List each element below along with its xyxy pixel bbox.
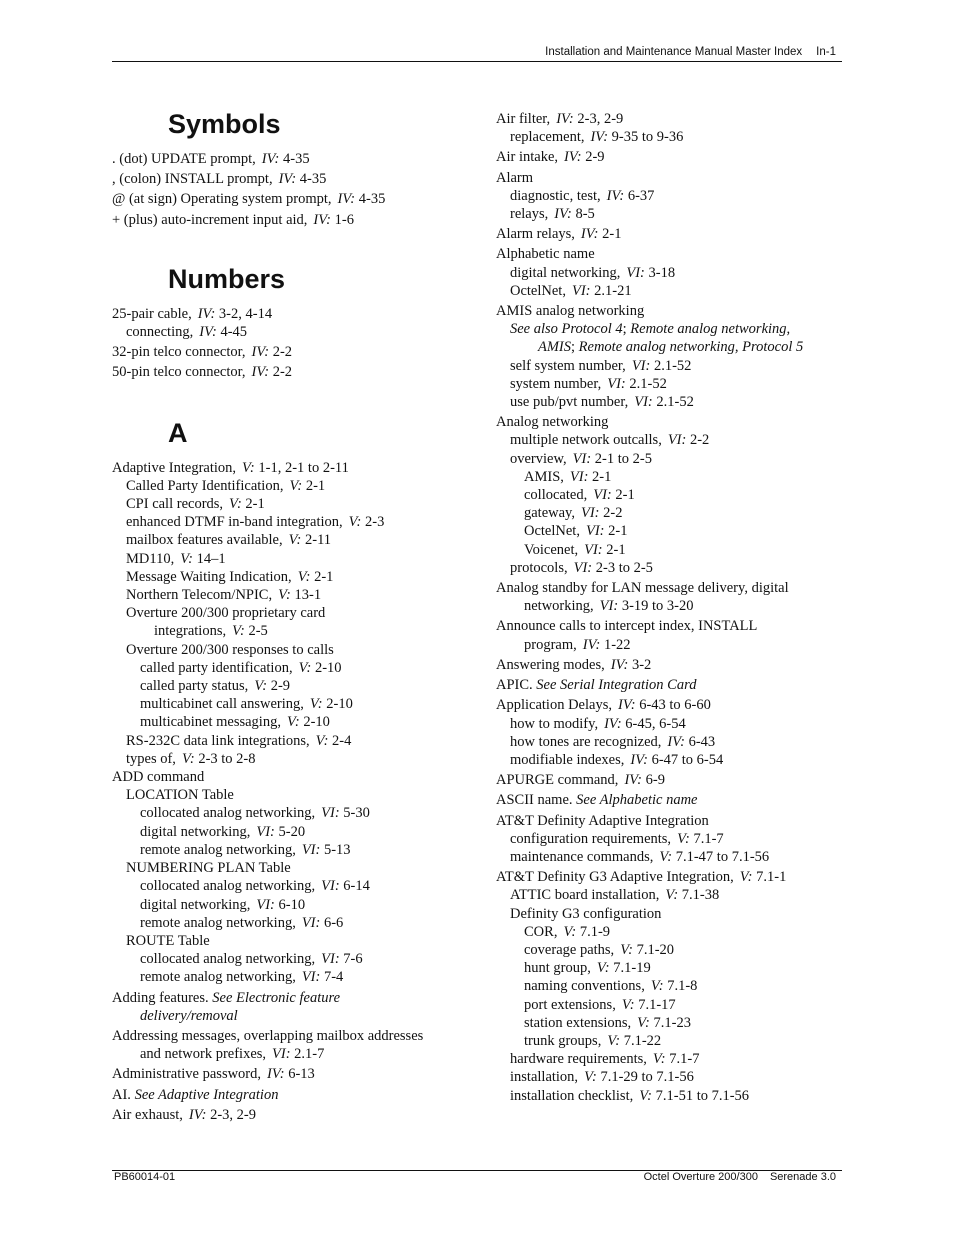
page-number: In-1	[816, 46, 836, 58]
index-subentry: multicabinet messaging, V: 2-10	[140, 714, 330, 731]
product-name: Octel Overture 200/300	[643, 1171, 758, 1183]
index-subentry: modifiable indexes, IV: 6-47 to 6-54	[510, 751, 724, 768]
index-subentry: RS-232C data link integrations, V: 2-4	[126, 732, 352, 749]
index-subentry: diagnostic, test, IV: 6-37	[510, 187, 655, 204]
index-subentry: hardware requirements, V: 7.1-7	[510, 1051, 700, 1068]
section-heading-symbols: Symbols	[168, 109, 281, 139]
index-subentry: Voicenet, VI: 2-1	[524, 541, 626, 558]
index-entry: Adaptive Integration, V: 1-1, 2-1 to 2-11	[112, 459, 349, 476]
index-entry: Alphabetic name	[496, 246, 595, 263]
index-subentry: CPI call records, V: 2-1	[126, 496, 265, 513]
index-entry: Alarm	[496, 169, 534, 186]
index-subentry: protocols, VI: 2-3 to 2-5	[510, 559, 653, 576]
index-entry: Alarm relays, IV: 2-1	[496, 226, 622, 243]
index-subentry: trunk groups, V: 7.1-22	[524, 1032, 662, 1049]
index-subentry: OctelNet, VI: 2-1	[524, 523, 628, 540]
index-subentry: remote analog networking, VI: 7-4	[140, 969, 344, 986]
header-rule	[112, 61, 842, 62]
index-subentry: called party identification, V: 2-10	[140, 659, 342, 676]
index-column-right	[496, 110, 846, 1105]
index-subentry: OctelNet, VI: 2.1-21	[510, 282, 632, 299]
index-subentry: replacement, IV: 9-35 to 9-36	[510, 129, 684, 146]
index-entry: Answering modes, IV: 3-2	[496, 656, 652, 673]
section-heading-a: A	[168, 417, 188, 448]
index-entry: @ (at sign) Operating system prompt, IV: 4-35	[112, 191, 386, 208]
index-subentry: coverage paths, V: 7.1-20	[524, 941, 675, 958]
release-name: Serenade 3.0	[769, 1171, 836, 1183]
index-subentry: Called Party Identification, V: 2-1	[126, 477, 326, 494]
index-entry: 32-pin telco connector, IV: 2-2	[112, 344, 293, 361]
index-subentry: how to modify, IV: 6-45, 6-54	[510, 715, 686, 732]
index-entry: Analog standby for LAN message delivery, digital networking, VI: 3-19 to 3-20	[496, 580, 789, 615]
index-entry: Air exhaust, IV: 2-3, 2-9	[112, 1106, 256, 1123]
index-subentry: Northern Telecom/NPIC, V: 13-1	[126, 587, 322, 604]
index-subentry: enhanced DTMF in-band integration, V: 2-3	[126, 514, 385, 531]
running-header	[545, 46, 836, 58]
index-subentry: use pub/pvt number, VI: 2.1-52	[510, 394, 694, 411]
index-subentry: self system number, VI: 2.1-52	[510, 357, 692, 374]
index-subentry: mailbox features available, V: 2-11	[126, 532, 332, 549]
index-subentry: Overture 200/300 proprietary card integrations, V: 2-5	[126, 605, 326, 640]
index-entry: Adding features. See Electronic feature delivery/removal	[112, 989, 341, 1024]
index-subentry: naming conventions, V: 7.1-8	[524, 978, 698, 995]
index-subentry: ROUTE Table	[126, 932, 210, 949]
index-entry: AMIS analog networking	[496, 303, 645, 320]
index-subentry: types of, V: 2-3 to 2-8	[126, 750, 256, 767]
index-entry: 25-pair cable, IV: 3-2, 4-14	[112, 305, 273, 322]
index-subentry: maintenance commands, V: 7.1-47 to 7.1-56	[510, 848, 770, 865]
index-subentry: installation, V: 7.1-29 to 7.1-56	[510, 1069, 694, 1086]
index-subentry: AMIS, VI: 2-1	[524, 468, 612, 485]
index-subentry: relays, IV: 8-5	[510, 206, 595, 223]
index-entry: APURGE command, IV: 6-9	[496, 772, 665, 789]
index-subentry: multicabinet call answering, V: 2-10	[140, 696, 353, 713]
index-subentry: how tones are recognized, IV: 6-43	[510, 733, 716, 750]
index-subentry: remote analog networking, VI: 5-13	[140, 841, 351, 858]
index-entry: AT&T Definity Adaptive Integration	[496, 812, 709, 829]
index-subentry: COR, V: 7.1-9	[524, 923, 611, 940]
index-subentry: digital networking, VI: 3-18	[510, 264, 676, 281]
index-subentry: gateway, VI: 2-2	[524, 505, 623, 522]
index-entry: . (dot) UPDATE prompt, IV: 4-35	[112, 151, 310, 167]
index-subentry: configuration requirements, V: 7.1-7	[510, 830, 724, 847]
index-entry: Announce calls to intercept index, INSTALL program, IV: 1-22	[496, 618, 758, 653]
index-entry: + (plus) auto-increment input aid, IV: 1-6	[112, 211, 354, 228]
document-id: PB60014-01	[114, 1171, 176, 1183]
index-entry: AI. See Adaptive Integration	[112, 1086, 279, 1103]
index-subentry: collocated analog networking, VI: 5-30	[140, 805, 370, 822]
section-heading-numbers: Numbers	[168, 263, 286, 294]
index-column-left	[112, 104, 482, 1124]
index-subentry: NUMBERING PLAN Table	[126, 860, 291, 877]
index-subentry: connecting, IV: 4-45	[126, 324, 248, 341]
index-entry: APIC. See Serial Integration Card	[496, 677, 697, 694]
index-subentry: remote analog networking, VI: 6-6	[140, 914, 344, 931]
index-entry: Analog networking	[496, 414, 609, 431]
index-subentry: hunt group, V: 7.1-19	[524, 960, 651, 977]
index-entry: Air filter, IV: 2-3, 2-9	[496, 111, 624, 127]
index-entry: Air intake, IV: 2-9	[496, 149, 605, 166]
index-subentry: overview, VI: 2-1 to 2-5	[510, 450, 652, 467]
index-subentry: port extensions, V: 7.1-17	[524, 996, 676, 1013]
index-subentry: collocated, VI: 2-1	[524, 487, 635, 504]
index-subentry: LOCATION Table	[126, 787, 234, 804]
index-subentry: collocated analog networking, VI: 7-6	[140, 951, 363, 968]
index-cross-reference: See also Protocol 4; Remote analog networking, AMIS; Remote analog networking, Protocol 5	[510, 321, 804, 356]
index-subentry: station extensions, V: 7.1-23	[524, 1014, 691, 1031]
index-subentry: Message Waiting Indication, V: 2-1	[126, 568, 334, 585]
index-subentry: multiple network outcalls, VI: 2-2	[510, 432, 710, 449]
index-entry: Addressing messages, overlapping mailbox addresses and network prefixes, VI: 2.1-7	[112, 1027, 424, 1063]
index-subentry: ATTIC board installation, V: 7.1-38	[510, 887, 720, 904]
index-subentry: called party status, V: 2-9	[140, 678, 291, 695]
product-footer	[644, 1171, 836, 1183]
manual-title: Installation and Maintenance Manual Master Index	[545, 46, 803, 58]
index-subentry: digital networking, VI: 5-20	[140, 823, 306, 840]
index-subentry: collocated analog networking, VI: 6-14	[140, 878, 370, 895]
index-entry: Application Delays, IV: 6-43 to 6-60	[496, 697, 711, 714]
index-entry: Administrative password, IV: 6-13	[112, 1066, 315, 1083]
index-entry: ADD command	[112, 769, 205, 786]
index-entry: ASCII name. See Alphabetic name	[496, 792, 698, 809]
index-subentry: installation checklist, V: 7.1-51 to 7.1-56	[510, 1087, 750, 1104]
index-subentry: system number, VI: 2.1-52	[510, 375, 667, 392]
index-entry: AT&T Definity G3 Adaptive Integration, V: 7.1-1	[496, 869, 787, 886]
index-subentry: MD110, V: 14–1	[126, 550, 226, 567]
index-subentry: digital networking, VI: 6-10	[140, 896, 306, 913]
index-entry: , (colon) INSTALL prompt, IV: 4-35	[112, 171, 327, 188]
index-subentry: Overture 200/300 responses to calls	[126, 641, 334, 658]
index-entry: 50-pin telco connector, IV: 2-2	[112, 364, 293, 381]
index-subentry: Definity G3 configuration	[510, 905, 662, 922]
